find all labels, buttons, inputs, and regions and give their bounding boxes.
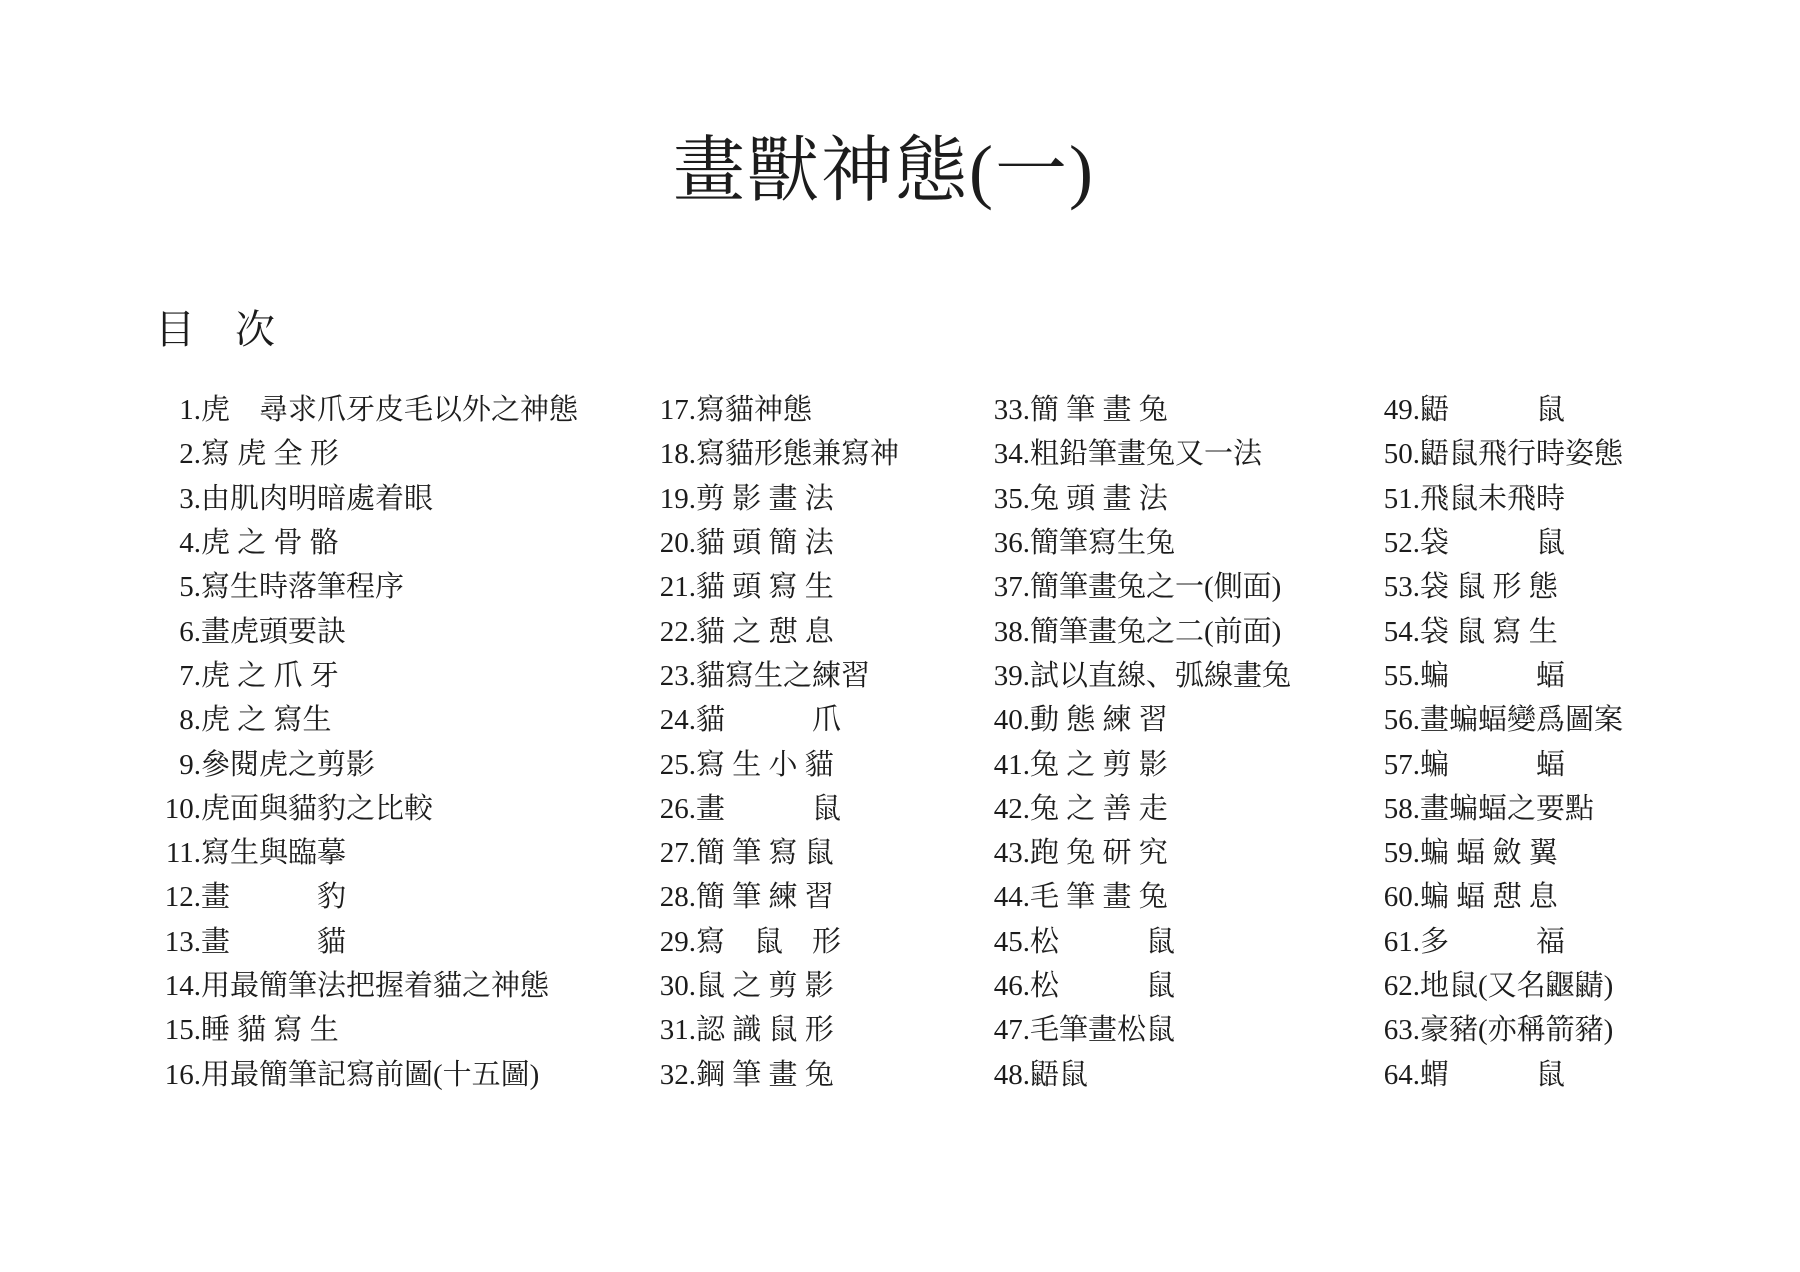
toc-item-number: 22. (659, 615, 696, 648)
toc-item-title: 鼯鼠飛行時姿態 (1420, 438, 1624, 471)
toc-item-number: 29. (659, 925, 696, 958)
toc-item-number: 14. (164, 970, 201, 1002)
toc-item (155, 1008, 578, 1052)
toc-item-number: 13. (164, 925, 201, 958)
toc-item (650, 654, 899, 698)
toc-item-number: 32. (659, 1058, 696, 1091)
toc-item-title: 畫 鼠 (696, 792, 842, 825)
toc-item-title: 虎 之 爪 牙 (201, 659, 339, 692)
toc-item-number: 23. (659, 659, 696, 692)
toc-item-number: 16. (164, 1058, 201, 1091)
toc-item-title: 兔 之 剪 影 (1030, 748, 1168, 781)
toc-item (650, 875, 899, 919)
toc-item (650, 477, 899, 521)
toc-item-number: 55. (1383, 659, 1420, 692)
toc-item-title: 虎 尋求爪牙皮毛以外之神態 (201, 394, 579, 427)
toc-item-title: 簡 筆 寫 鼠 (696, 837, 834, 870)
toc-item-title: 剪 影 畫 法 (696, 482, 834, 515)
toc-item-number: 5. (179, 571, 201, 604)
toc-item (155, 742, 578, 786)
toc-item (984, 654, 1291, 698)
toc-column-2 (650, 388, 899, 1097)
toc-item (1374, 432, 1623, 476)
toc-item (1374, 654, 1623, 698)
toc-item-number: 50. (1383, 438, 1420, 471)
toc-item (984, 875, 1291, 919)
toc-item-title: 認 識 鼠 形 (696, 1014, 834, 1047)
toc-item (155, 831, 578, 875)
toc-item-number: 54. (1383, 615, 1420, 648)
toc-item (984, 1052, 1291, 1096)
toc-item (984, 742, 1291, 786)
toc-item-number: 19. (659, 482, 696, 515)
toc-item-number: 27. (659, 837, 696, 870)
toc-item (155, 1052, 578, 1096)
toc-item (155, 920, 578, 964)
toc-item (1374, 565, 1623, 609)
toc-column-4 (1374, 388, 1623, 1097)
toc-item-title: 寫生時落筆程序 (201, 571, 405, 604)
toc-item (155, 964, 578, 1008)
toc-item-number: 24. (659, 704, 696, 737)
toc-item (155, 565, 578, 609)
toc-item (155, 875, 578, 919)
toc-item (155, 609, 578, 653)
toc-item-number: 31. (659, 1014, 696, 1047)
toc-item-title: 寫貓形態兼寫神 (696, 438, 900, 471)
toc-item (984, 787, 1291, 831)
toc-item-number: 63. (1383, 1014, 1420, 1047)
page-title: 畫獸神態(一) (673, 131, 1095, 211)
toc-item (650, 388, 899, 432)
toc-item-number: 37. (993, 571, 1030, 604)
toc-item-title: 寫 鼠 形 (696, 925, 842, 958)
toc-item-title: 寫貓神態 (696, 394, 813, 427)
toc-item (650, 742, 899, 786)
toc-item (650, 521, 899, 565)
toc-item-title: 睡 貓 寫 生 (201, 1014, 339, 1047)
toc-item (155, 698, 578, 742)
toc-item (984, 831, 1291, 875)
toc-item-number: 51. (1383, 482, 1420, 515)
toc-item-title: 參閱虎之剪影 (201, 748, 376, 781)
toc-item (984, 1008, 1291, 1052)
toc-item (984, 521, 1291, 565)
toc-item-title: 虎面與貓豹之比較 (201, 792, 434, 825)
toc-item-number: 3. (179, 482, 201, 515)
toc-item-title: 畫 豹 (201, 881, 347, 914)
toc-item-title: 畫蝙蝠變爲圖案 (1420, 704, 1624, 737)
toc-item (984, 920, 1291, 964)
toc-item-number: 6. (179, 615, 201, 648)
toc-item-title: 貓寫生之練習 (696, 659, 871, 692)
toc-item-title: 鋼 筆 畫 兔 (696, 1058, 834, 1091)
toc-item (155, 521, 578, 565)
toc-item-title: 動 態 練 習 (1030, 704, 1168, 737)
toc-item (1374, 388, 1623, 432)
toc-item-title: 由肌肉明暗處着眼 (201, 482, 434, 515)
toc-item (1374, 742, 1623, 786)
toc-item-number: 8. (179, 704, 201, 737)
toc-item (650, 831, 899, 875)
toc-item-title: 虎 之 寫生 (201, 704, 332, 737)
toc-item-number: 42. (993, 792, 1030, 825)
toc-item (984, 565, 1291, 609)
toc-item-title: 貓 頭 簡 法 (696, 527, 834, 560)
toc-item-title: 豪豬(亦稱箭豬) (1420, 1014, 1614, 1047)
toc-item (1374, 875, 1623, 919)
toc-item-number: 38. (993, 615, 1030, 648)
toc-item-number: 34. (993, 438, 1030, 471)
toc-item-number: 4. (179, 527, 201, 560)
toc-item-title: 虎 之 骨 骼 (201, 527, 339, 560)
toc-item-title: 寫生與臨摹 (201, 837, 347, 870)
toc-item-number: 18. (659, 438, 696, 471)
toc-item-title: 袋 鼠 寫 生 (1420, 615, 1558, 648)
toc-item-number: 43. (993, 837, 1030, 870)
toc-item (1374, 920, 1623, 964)
toc-item-number: 1. (179, 394, 201, 427)
toc-item-number: 40. (993, 704, 1030, 737)
toc-item-title: 貓 頭 寫 生 (696, 571, 834, 604)
toc-column-1 (155, 388, 578, 1097)
toc-item-title: 寫 生 小 貓 (696, 748, 834, 781)
toc-item-title: 貓 爪 (696, 704, 842, 737)
toc-item-number: 35. (993, 482, 1030, 515)
toc-item-number: 59. (1383, 837, 1420, 870)
toc-item-title: 袋 鼠 形 態 (1420, 571, 1558, 604)
toc-item (155, 477, 578, 521)
toc-item (650, 964, 899, 1008)
toc-item-title: 蝙 蝠 (1420, 659, 1566, 692)
toc-item-title: 毛筆畫松鼠 (1030, 1014, 1176, 1047)
toc-item (650, 698, 899, 742)
toc-item-number: 52. (1383, 527, 1420, 560)
toc-item (1374, 477, 1623, 521)
toc-item (155, 787, 578, 831)
toc-item-title: 飛鼠未飛時 (1420, 482, 1566, 515)
toc-item-number: 58. (1383, 792, 1420, 825)
toc-item-number: 56. (1383, 704, 1420, 737)
toc-item-title: 粗鉛筆畫兔又一法 (1030, 438, 1263, 471)
toc-item (984, 432, 1291, 476)
toc-item-title: 畫蝙蝠之要點 (1420, 792, 1595, 825)
toc-item (984, 964, 1291, 1008)
toc-item-title: 畫虎頭要訣 (201, 615, 347, 648)
toc-item-title: 鼯鼠 (1030, 1058, 1089, 1091)
toc-item-number: 60. (1383, 881, 1420, 914)
toc-heading: 目 次 (155, 307, 275, 352)
toc-item (984, 698, 1291, 742)
toc-item-number: 10. (164, 792, 201, 825)
toc-item-title: 袋 鼠 (1420, 527, 1566, 560)
toc-item-title: 兔 之 善 走 (1030, 792, 1168, 825)
toc-item-title: 簡筆寫生兔 (1030, 527, 1176, 560)
toc-item-title: 松 鼠 (1030, 925, 1176, 958)
toc-item-title: 鼠 之 剪 影 (696, 970, 834, 1002)
toc-item-number: 61. (1383, 925, 1420, 958)
toc-item-title: 蝟 鼠 (1420, 1058, 1566, 1091)
toc-item-title: 畫 貓 (201, 925, 347, 958)
toc-item-title: 鼯 鼠 (1420, 394, 1566, 427)
toc-item-title: 簡 筆 練 習 (696, 881, 834, 914)
toc-item (984, 477, 1291, 521)
toc-item-title: 用最簡筆記寫前圖(十五圖) (201, 1058, 540, 1091)
toc-item (1374, 831, 1623, 875)
toc-item (1374, 609, 1623, 653)
toc-item-title: 簡筆畫兔之二(前面) (1030, 615, 1282, 648)
toc-item (650, 432, 899, 476)
toc-item-title: 毛 筆 畫 兔 (1030, 881, 1168, 914)
toc-item (1374, 964, 1623, 1008)
toc-item-number: 47. (993, 1014, 1030, 1047)
toc-item-title: 蝙 蝠 憇 息 (1420, 881, 1558, 914)
toc-item (650, 787, 899, 831)
toc-item-number: 49. (1383, 394, 1420, 427)
toc-item (155, 654, 578, 698)
toc-item-number: 21. (659, 571, 696, 604)
toc-item-number: 17. (659, 394, 696, 427)
toc-item-number: 20. (659, 527, 696, 560)
toc-item-number: 30. (659, 970, 696, 1002)
toc-item-title: 貓 之 憇 息 (696, 615, 834, 648)
toc-item (984, 388, 1291, 432)
toc-item (650, 1008, 899, 1052)
toc-item (1374, 1008, 1623, 1052)
toc-item-title: 跑 兔 研 究 (1030, 837, 1168, 870)
toc-item (1374, 787, 1623, 831)
toc-column-3 (984, 388, 1291, 1097)
toc-item-number: 62. (1383, 970, 1420, 1002)
toc-item-number: 53. (1383, 571, 1420, 604)
toc-item-number: 11. (165, 837, 201, 870)
toc-item (650, 609, 899, 653)
toc-item-number: 33. (993, 394, 1030, 427)
toc-item-number: 44. (993, 881, 1030, 914)
toc-item-number: 12. (164, 881, 201, 914)
toc-item-number: 7. (179, 659, 201, 692)
toc-item-title: 地鼠(又名鼴鼱) (1420, 970, 1614, 1002)
toc-item-title: 多 福 (1420, 925, 1566, 958)
toc-item-number: 25. (659, 748, 696, 781)
toc-item (155, 432, 578, 476)
toc-item-number: 2. (179, 438, 201, 471)
toc-item-number: 26. (659, 792, 696, 825)
toc-item-number: 48. (993, 1058, 1030, 1091)
toc-item-title: 簡 筆 畫 兔 (1030, 394, 1168, 427)
toc-item-number: 36. (993, 527, 1030, 560)
toc-item-number: 28. (659, 881, 696, 914)
toc-item (1374, 698, 1623, 742)
toc-item-number: 15. (164, 1014, 201, 1047)
toc-item-title: 兔 頭 畫 法 (1030, 482, 1168, 515)
toc-item-title: 簡筆畫兔之一(側面) (1030, 571, 1282, 604)
toc-item-title: 松 鼠 (1030, 970, 1176, 1002)
toc-item-title: 蝙 蝠 (1420, 748, 1566, 781)
toc-item (1374, 1052, 1623, 1096)
toc-item (650, 920, 899, 964)
toc-item-number: 39. (993, 659, 1030, 692)
toc-item-number: 64. (1383, 1058, 1420, 1091)
toc-item-number: 46. (993, 970, 1030, 1002)
toc-item-number: 57. (1383, 748, 1420, 781)
toc-item (650, 1052, 899, 1096)
toc-item-title: 寫 虎 全 形 (201, 438, 339, 471)
toc-item (984, 609, 1291, 653)
toc-item-number: 45. (993, 925, 1030, 958)
toc-item-title: 試以直線、弧線畫兔 (1030, 659, 1292, 692)
toc-item (650, 565, 899, 609)
toc-item (155, 388, 578, 432)
toc-item-title: 蝙 蝠 斂 翼 (1420, 837, 1558, 870)
toc-item-title: 用最簡筆法把握着貓之神態 (201, 970, 550, 1002)
toc-item-number: 41. (993, 748, 1030, 781)
toc-item (1374, 521, 1623, 565)
toc-item-number: 9. (179, 748, 201, 781)
